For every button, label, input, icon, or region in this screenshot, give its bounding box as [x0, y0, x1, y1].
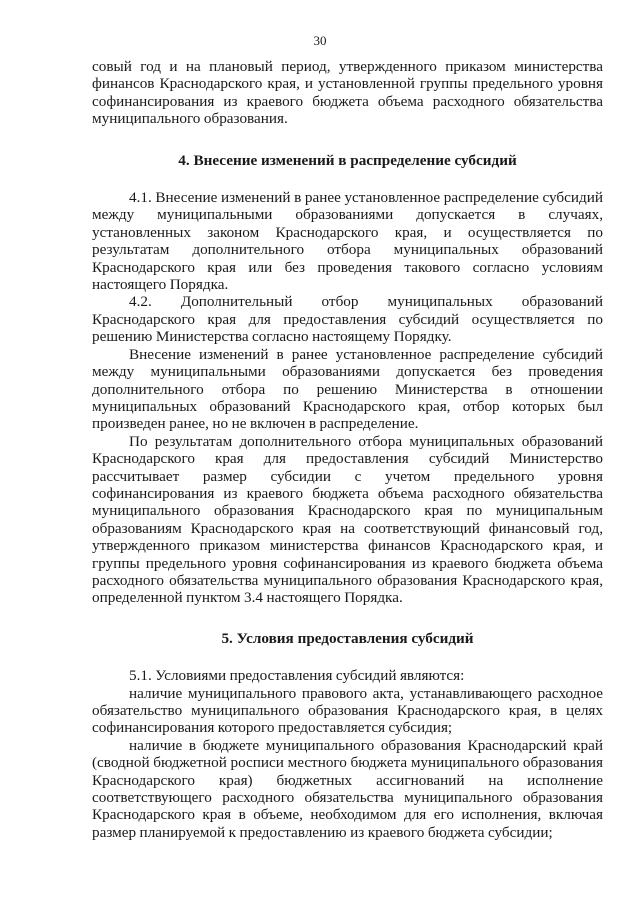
paragraph-5-1-condition-act: наличие муниципального правового акта, устанавливающего расходное обязательство муниципального образования Краснодарского края, в целях софинансирования которого предоставляется субсидия;: [92, 684, 603, 737]
paragraph-4-2-changes: Внесение изменений в ранее установленное распределение субсидий между муниципальными образованиями допускается без проведения дополнительного отбора по решению Министерства в отношении муниципальных образований Краснодарского края, отбор которых был произведен ранее, но не включен в распределение.: [92, 345, 603, 433]
page-number: 30: [313, 33, 327, 48]
paragraph-continued: совый год и на плановый период, утвержденного приказом министерства финансов Краснодарского края, и установленной группы предельного уровня софинансирования из краевого бюджета объема расходного обязательства муниципального образования.: [92, 58, 603, 128]
section-4-heading: 4. Внесение изменений в распределение субсидий: [178, 151, 517, 169]
paragraph-5-1-condition-budget: наличие в бюджете муниципального образования Краснодарский край (сводной бюджетной росписи местного бюджета муниципального образования Краснодарского края) бюджетных ассигнований на исполнение соответствующего расходного обязательства муниципального образования Краснодарского края в объеме, необходимом для его исполнения, включая размер планируемой к предоставлению из краевого бюджета субсидии;: [92, 736, 603, 841]
paragraph-4-2-results: По результатам дополнительного отбора муниципальных образований Краснодарского края для предоставления субсидий Министерство рассчитывает размер субсидии с учетом предельного уровня софинансирования из краевого бюджета объема расходного обязательства муниципального образования Краснодарского края по муниципальным образованиям Краснодарского края на соответствующий финансовый год, утвержденного приказом министерства финансов Краснодарского края, и группы предельного уровня софинансирования из краевого бюджета объема расходного обязательства муниципального образования Краснодарского края, определенной пунктом 3.4 настоящего Порядка.: [92, 432, 603, 607]
document-body: [92, 58, 603, 841]
paragraph-4-1: 4.1. Внесение изменений в ранее установленное распределение субсидий между муниципальными образованиями допускается в случаях, установленных законом Краснодарского края, и осуществляется по результатам дополнительного отбора муниципальных образований Краснодарского края или без проведения такового согласно условиям настоящего Порядка.: [92, 189, 603, 294]
paragraph-5-1: 5.1. Условиями предоставления субсидий являются:: [129, 667, 465, 685]
section-5-heading: 5. Условия предоставления субсидий: [221, 629, 474, 647]
paragraph-4-2: 4.2. Дополнительный отбор муниципальных образований Краснодарского края для предоставления субсидий осуществляется по решению Министерства согласно настоящему Порядку.: [92, 293, 603, 346]
